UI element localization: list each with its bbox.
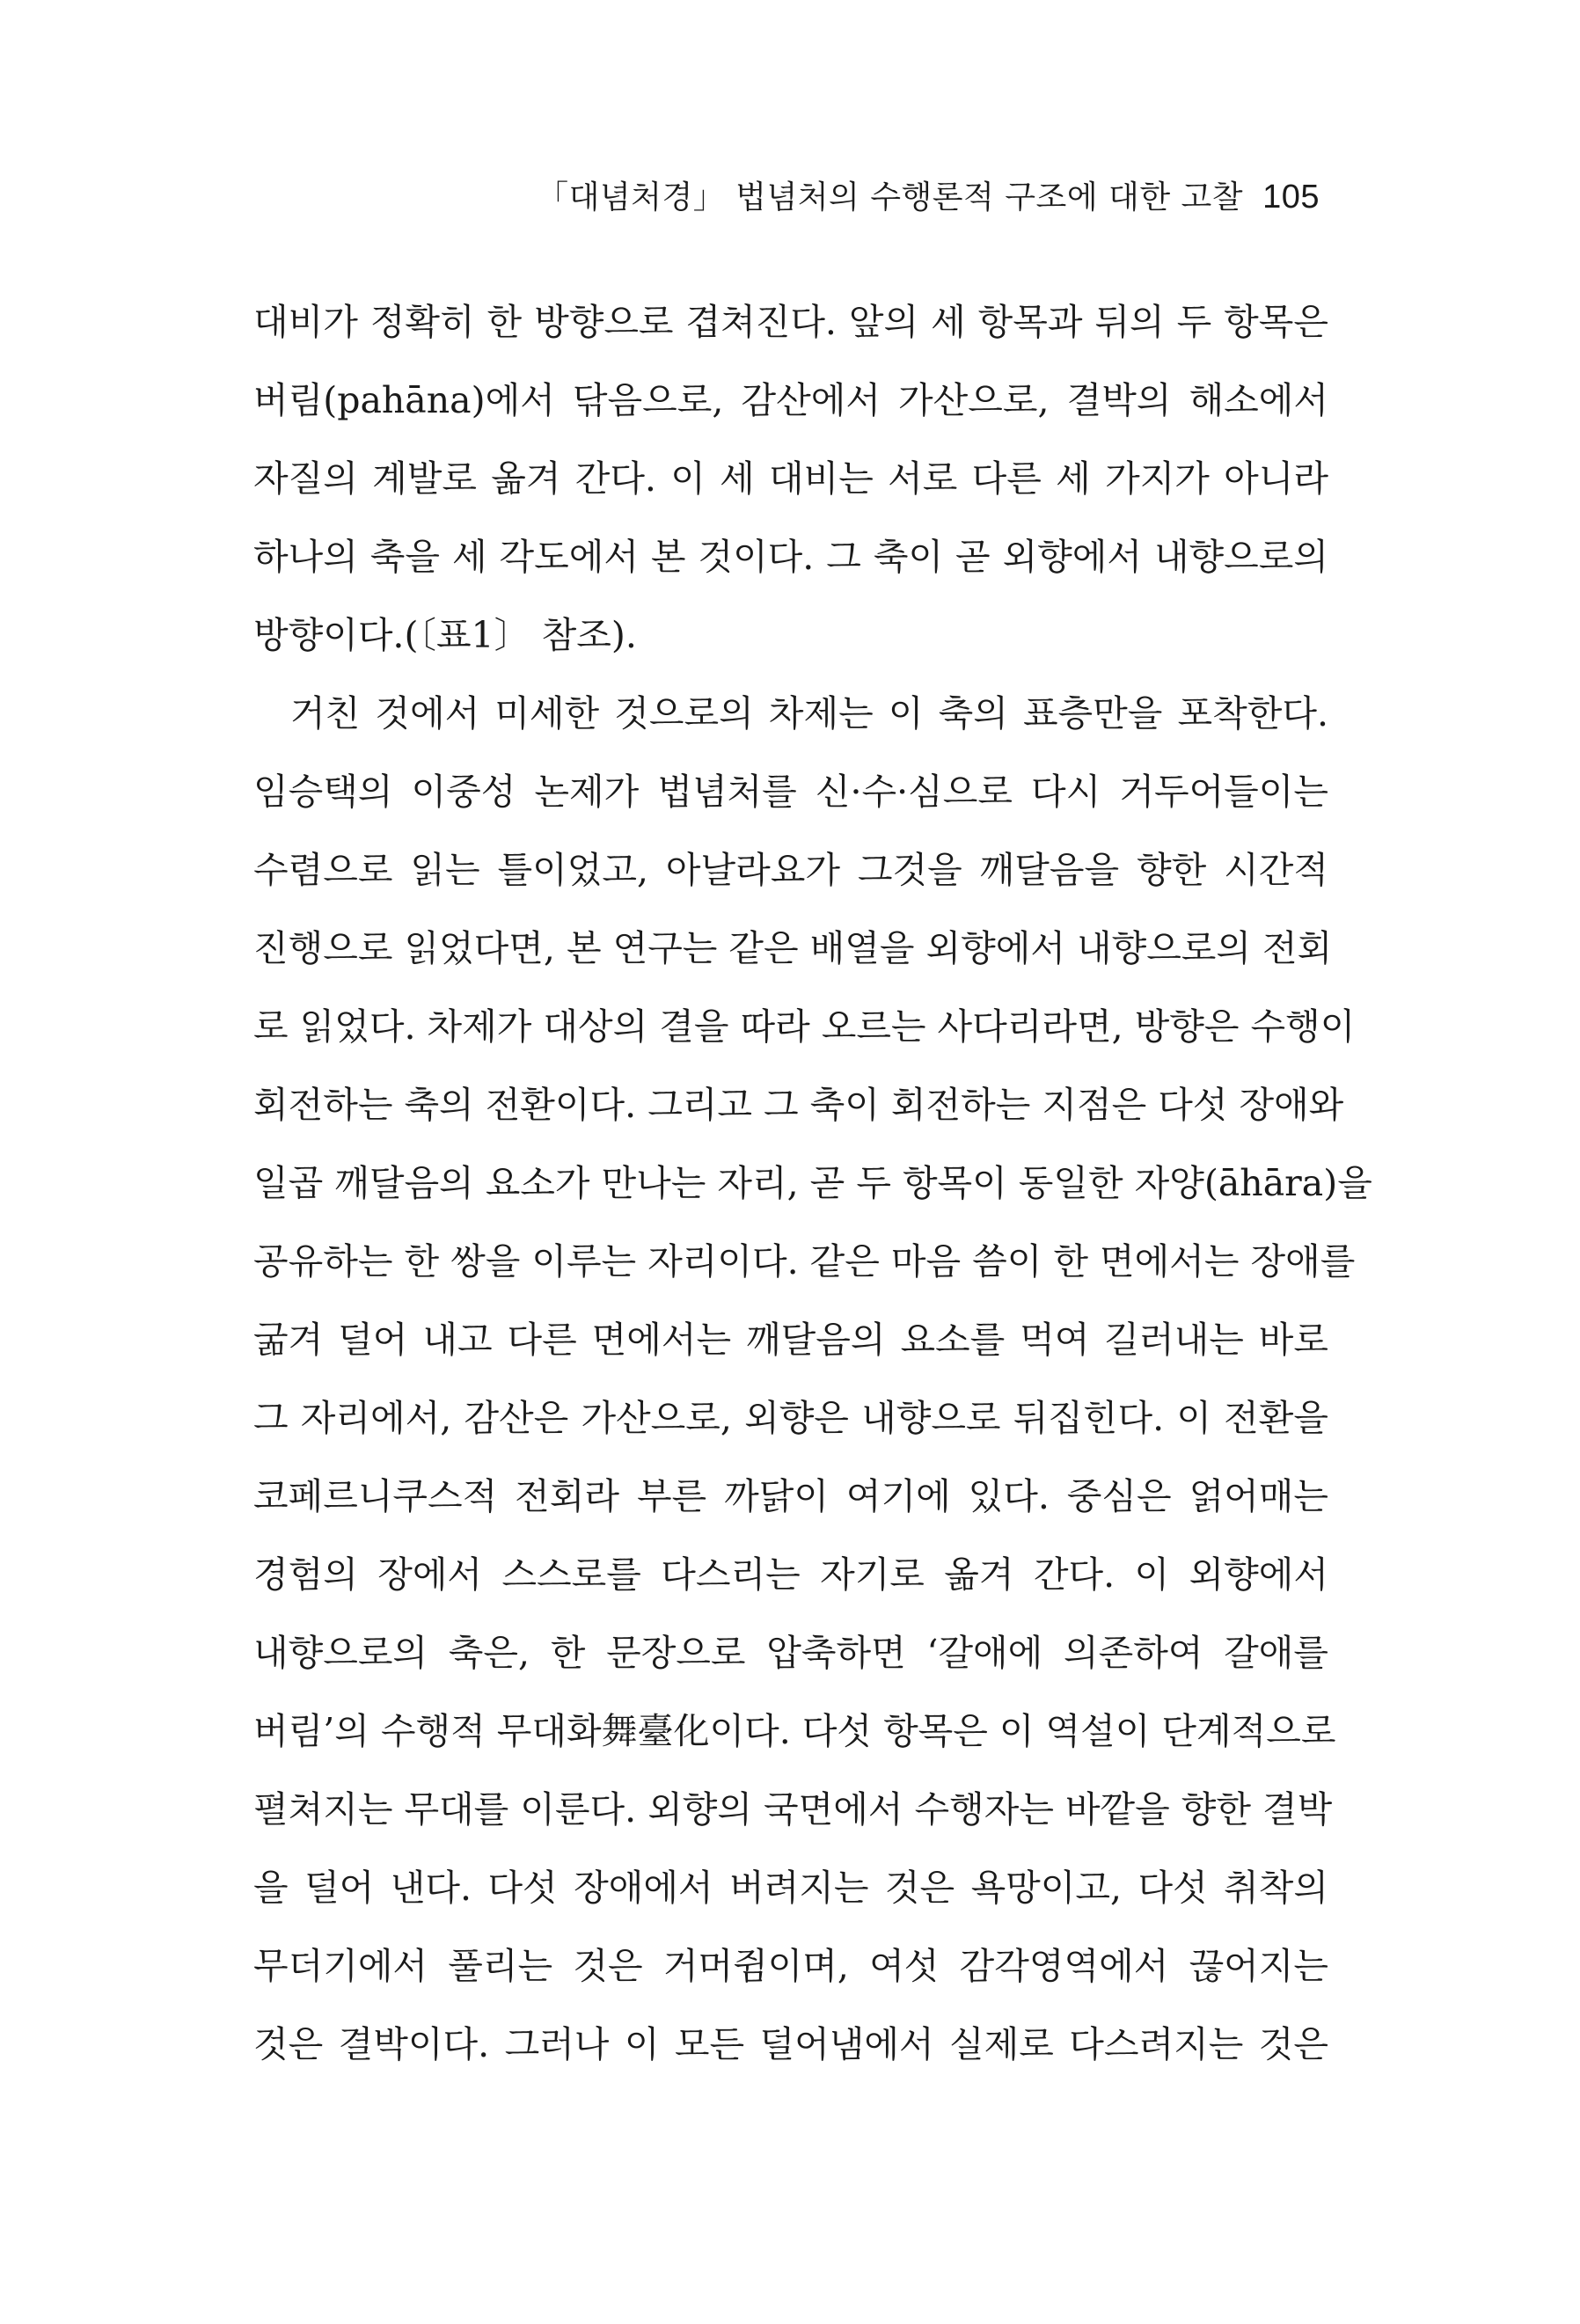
text-line-content: 진행으로 읽었다면, 본 연구는 같은 배열을 외향에서 내향으로의 전회 bbox=[253, 927, 1333, 969]
text-line bbox=[253, 831, 1328, 910]
text-line-content: 자질의 계발로 옮겨 간다. 이 세 대비는 서로 다른 세 가지가 아니라 bbox=[253, 457, 1328, 500]
text-line-content: 내향으로의 축은, 한 문장으로 압축하면 ‘갈애에 의존하여 갈애를 bbox=[253, 1632, 1328, 1674]
text-line-content: 거친 것에서 미세한 것으로의 차제는 이 축의 표층만을 포착한다. bbox=[290, 692, 1328, 734]
text-line bbox=[253, 1144, 1372, 1223]
text-line bbox=[253, 753, 1328, 831]
page-number: 105 bbox=[1262, 179, 1320, 216]
text-line bbox=[253, 1849, 1328, 1927]
text-line-content: 하나의 축을 세 각도에서 본 것이다. 그 축이 곧 외향에서 내향으로의 bbox=[253, 536, 1328, 578]
text-line bbox=[253, 1614, 1328, 1692]
text-line bbox=[253, 518, 1328, 596]
text-line bbox=[253, 1379, 1328, 1458]
text-line-content: 펼쳐지는 무대를 이룬다. 외향의 국면에서 수행자는 바깥을 향한 결박 bbox=[253, 1788, 1333, 1831]
text-line bbox=[253, 910, 1333, 988]
text-line-content: 방향이다.(〔표1〕 참조). bbox=[253, 614, 637, 656]
text-line bbox=[253, 283, 1328, 362]
paragraph-end-line bbox=[253, 596, 1328, 675]
text-line-content: 대비가 정확히 한 방향으로 겹쳐진다. 앞의 세 항목과 뒤의 두 항목은 bbox=[253, 301, 1328, 343]
text-line bbox=[253, 1458, 1328, 1536]
text-line-content: 굶겨 덜어 내고 다른 면에서는 깨달음의 요소를 먹여 길러내는 바로 bbox=[253, 1319, 1328, 1361]
text-line bbox=[253, 1301, 1328, 1379]
text-line bbox=[253, 1536, 1328, 1614]
text-line bbox=[253, 1223, 1356, 1301]
running-head bbox=[537, 172, 1320, 217]
text-line-content: 것은 결박이다. 그러나 이 모든 덜어냄에서 실제로 다스려지는 것은 bbox=[253, 2023, 1328, 2065]
text-line-content: 일곱 깨달음의 요소가 만나는 자리, 곧 두 항목이 동일한 자양(āhāra)을 bbox=[253, 1162, 1372, 1204]
text-line bbox=[253, 362, 1328, 440]
text-line-content: 버림(pahāna)에서 닦음으로, 감산에서 가산으로, 결박의 해소에서 bbox=[253, 379, 1328, 421]
text-line bbox=[253, 2006, 1328, 2084]
text-line-content: 임승택의 이중성 논제가 법념처를 신·수·심으로 다시 거두어들이는 bbox=[253, 771, 1328, 813]
text-line bbox=[253, 1066, 1344, 1144]
text-line-content: 로 읽었다. 차제가 대상의 결을 따라 오르는 사다리라면, 방향은 수행이 bbox=[253, 1005, 1356, 1048]
running-head-title: 「대념처경」 법념처의 수행론적 구조에 대한 고찰 bbox=[537, 179, 1244, 216]
text-line bbox=[253, 988, 1356, 1066]
text-line bbox=[253, 1771, 1333, 1849]
text-line-content: 경험의 장에서 스스로를 다스리는 자기로 옮겨 간다. 이 외향에서 bbox=[253, 1553, 1328, 1596]
text-line-content: 수렴으로 읽는 틀이었고, 아날라요가 그것을 깨달음을 향한 시간적 bbox=[253, 849, 1328, 891]
text-line-content: 을 덜어 낸다. 다섯 장애에서 버려지는 것은 욕망이고, 다섯 취착의 bbox=[253, 1867, 1328, 1909]
text-line-content: 무더기에서 풀리는 것은 거머쥠이며, 여섯 감각영역에서 끊어지는 bbox=[253, 1945, 1328, 1987]
text-line bbox=[253, 440, 1328, 518]
text-line-content: 공유하는 한 쌍을 이루는 자리이다. 같은 마음 씀이 한 면에서는 장애를 bbox=[253, 1240, 1356, 1283]
text-line-content: 버림’의 수행적 무대화舞臺化이다. 다섯 항목은 이 역설이 단계적으로 bbox=[253, 1710, 1336, 1752]
body-text bbox=[253, 283, 1372, 2084]
text-line bbox=[253, 1692, 1336, 1771]
text-line-content: 회전하는 축의 전환이다. 그리고 그 축이 회전하는 지점은 다섯 장애와 bbox=[253, 1084, 1344, 1126]
text-line-content: 그 자리에서, 감산은 가산으로, 외향은 내향으로 뒤집힌다. 이 전환을 bbox=[253, 1397, 1328, 1439]
text-line bbox=[253, 1927, 1328, 2006]
text-line-content: 코페르니쿠스적 전회라 부른 까닭이 여기에 있다. 중심은 얽어매는 bbox=[253, 1475, 1328, 1517]
paragraph-start-line bbox=[253, 675, 1328, 753]
